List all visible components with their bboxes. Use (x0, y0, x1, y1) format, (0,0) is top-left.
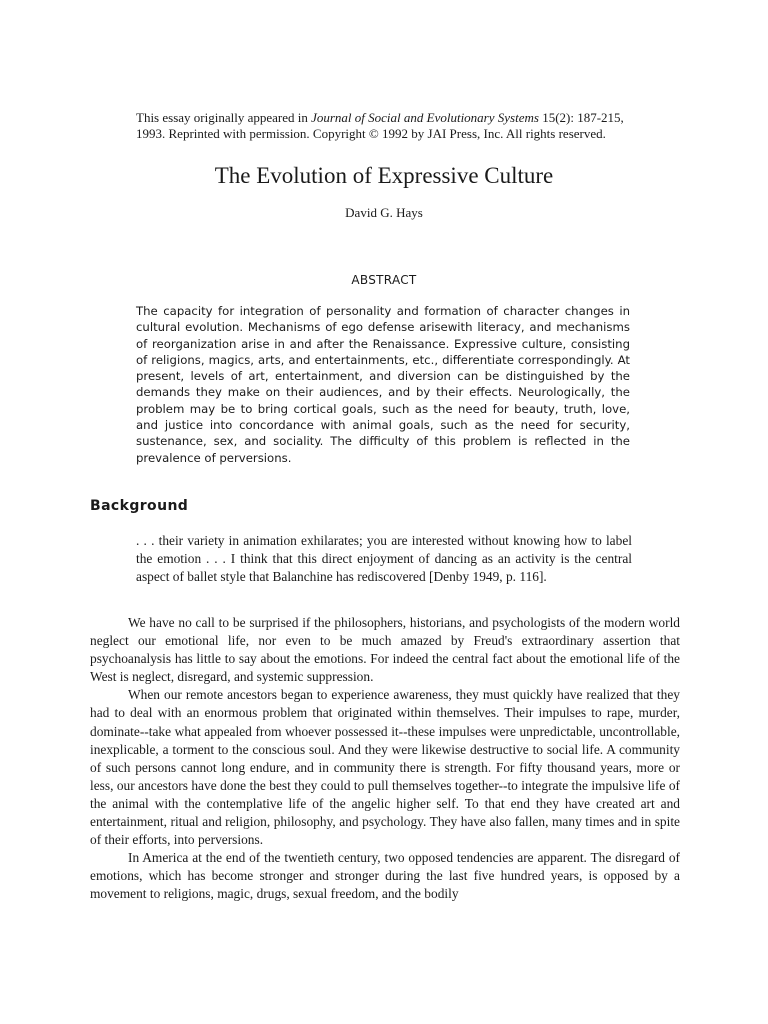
section-heading: Background (90, 498, 189, 514)
publication-note (136, 110, 636, 142)
paper-title: The Evolution of Expressive Culture (214, 163, 554, 188)
publication-note-prefix: This essay originally appeared in (136, 110, 312, 125)
abstract-text: The capacity for integration of personality and formation of character changes in cultural evolution. Mechanisms of ego defense arisewith literacy, and mechanisms of reorganization arise in and after the Renaissance. Expressive culture, consisting of religions, magics, arts, and entertainments, etc., differentiate correspondingly. At present, levels of art, entertainment, and diversion can be distinguished by the demands they make on their audiences, and by their effects. Neurologically, the problem may be to bring cortical goals, such as the need for beauty, truth, love, and justice into concordance with animal goals, such as the need for security, sustenance, sex, and sociality. The difficulty of this problem is reflected in the prevalence of perversions. (136, 304, 630, 465)
epigraph-quote: . . . their variety in animation exhilarates; you are interested without knowing how to label the emotion . . . I think that this direct enjoyment of dancing as an activity is the central aspect of ballet style that Balanchine has rediscovered [Denby 1949, p. 116]. (136, 533, 632, 584)
journal-name: Journal of Social and Evolutionary Systems (311, 110, 539, 125)
body-paragraph: When our remote ancestors began to experience awareness, they must quickly have realized that they had to deal with an enormous problem that originated within themselves. Their impulses to rape, murder, dominate--take what appealed from whoever possessed it--these impulses were unpredictable, uncontrollable, inexplicable, a torment to the conscious soul. And they were likewise destructive to social life. A community of such persons cannot long endure, and in community there is strength. For fifty thousand years, more or less, our ancestors have done the best they could to pull themselves together--to integrate the impulsive life of the animal with the contemplative life of the angelic higher self. To that end they have created art and entertainment, ritual and religion, philosophy, and psychology. They have also fallen, many times and in spite of their efforts, into perversions. (90, 687, 680, 848)
body-paragraph: We have no call to be surprised if the philosophers, historians, and psychologists of the modern world neglect our emotional life, nor even to be much amazed by Freud's extraordinary assertion that psychoanalysis has little to say about the emotions. For indeed the central fact about the emotional life of the West is neglect, disregard, and systemic suppression. (90, 615, 680, 685)
publication-note-suffix: 15(2): 187-215, 1993. Reprinted with permission. Copyright © 1992 by JAI Press, Inc. All rights reserved. (136, 110, 624, 141)
body-text (90, 614, 680, 904)
body-paragraph: In America at the end of the twentieth century, two opposed tendencies are apparent. The disregard of emotions, which has become stronger and stronger during the last five hundred years, is opposed by a movement to religions, magic, drugs, sexual freedom, and the bodily (90, 850, 680, 902)
abstract-heading: ABSTRACT (351, 273, 417, 287)
author-name: David G. Hays (345, 205, 423, 220)
